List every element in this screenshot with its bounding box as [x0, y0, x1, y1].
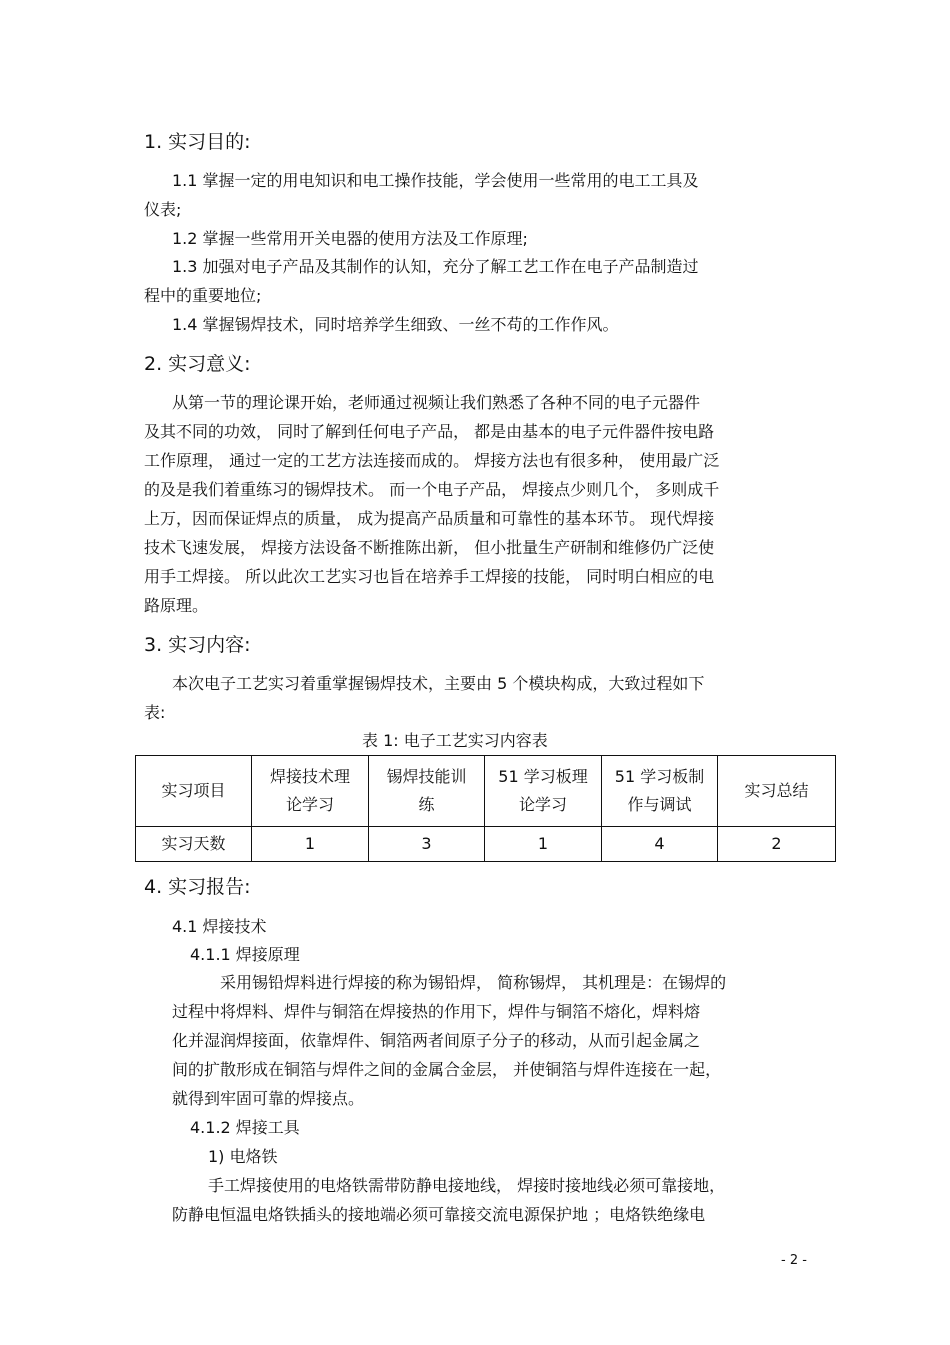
- section-4-heading: 4. 实习报告:: [144, 876, 251, 898]
- subsection-4-1-2: 4.1.2 焊接工具: [190, 1118, 300, 1137]
- table-cell: 3: [369, 827, 485, 862]
- section-2-line-3: 工作原理， 通过一定的工艺方法连接而成的。 焊接方法也有很多种， 使用最广泛: [144, 451, 720, 470]
- list-item-soldering-iron: 1) 电烙铁: [208, 1147, 278, 1166]
- table-caption: 表 1: 电子工艺实习内容表: [362, 731, 548, 750]
- table-cell: 锡焊技能训 练: [369, 756, 485, 827]
- para-4-1-1-line-4: 间的扩散形成在铜箔与焊件之间的金属合金层， 并使铜箔与焊件连接在一起，: [172, 1060, 722, 1079]
- table-cell: 实习项目: [136, 756, 252, 827]
- subsection-4-1: 4.1 焊接技术: [172, 917, 267, 936]
- table-cell: 焊接技术理 论学习: [252, 756, 369, 827]
- section-1-line-4: 1.3 加强对电子产品及其制作的认知，充分了解工艺工作在电子产品制造过: [172, 257, 699, 276]
- table-cell: 实习天数: [136, 827, 252, 862]
- para-4-1-1-line-1: 采用锡铅焊料进行焊接的称为锡铅焊， 简称锡焊， 其机理是：在锡焊的: [220, 973, 727, 992]
- section-2-line-6: 技术飞速发展， 焊接方法设备不断推陈出新， 但小批量生产研制和维修仍广泛使: [144, 538, 715, 557]
- content-table: [135, 755, 836, 862]
- page-number: - 2 -: [781, 1253, 807, 1268]
- section-1-line-1: 1.1 掌握一定的用电知识和电工操作技能，学会使用一些常用的电工工具及: [172, 171, 699, 190]
- section-3-line-2: 表:: [144, 703, 166, 722]
- subsection-4-1-1: 4.1.1 焊接原理: [190, 945, 300, 964]
- table-header-row: [136, 756, 836, 827]
- para-4-1-1-line-2: 过程中将焊料、焊件与铜箔在焊接热的作用下，焊件与铜箔不熔化，焊料熔: [172, 1002, 701, 1021]
- table-cell: 1: [485, 827, 602, 862]
- section-3-heading: 3. 实习内容:: [144, 634, 251, 656]
- table-cell: 51 学习板理 论学习: [485, 756, 602, 827]
- para-4-1-1-line-3: 化并湿润焊接面，依靠焊件、铜箔两者间原子分子的移动，从而引起金属之: [172, 1031, 701, 1050]
- section-2-line-5: 上万，因而保证焊点的质量， 成为提高产品质量和可靠性的基本环节。 现代焊接: [144, 509, 715, 528]
- section-2-line-2: 及其不同的功效， 同时了解到任何电子产品， 都是由基本的电子元件器件按电路: [144, 422, 715, 441]
- section-1-line-5: 程中的重要地位;: [144, 286, 262, 305]
- section-2-heading: 2. 实习意义:: [144, 353, 251, 375]
- para-4-1-1-line-5: 就得到牢固可靠的焊接点。: [172, 1089, 365, 1108]
- table-cell: 51 学习板制 作与调试: [602, 756, 718, 827]
- section-1-line-2: 仪表;: [144, 200, 182, 219]
- table-cell: 2: [718, 827, 836, 862]
- para-4-1-2-line-1: 手工焊接使用的电烙铁需带防静电接地线， 焊接时接地线必须可靠接地，: [208, 1176, 726, 1195]
- table-cell: 1: [252, 827, 369, 862]
- section-3-line-1: 本次电子工艺实习着重掌握锡焊技术，主要由 5 个模块构成，大致过程如下: [172, 674, 705, 693]
- table-cell: 4: [602, 827, 718, 862]
- para-4-1-2-line-2: 防静电恒温电烙铁插头的接地端必须可靠接交流电源保护地 ；电烙铁绝缘电: [172, 1205, 706, 1224]
- section-2-line-1: 从第一节的理论课开始，老师通过视频让我们熟悉了各种不同的电子元器件: [172, 393, 701, 412]
- section-2-line-4: 的及是我们着重练习的锡焊技术。 而一个电子产品， 焊接点少则几个， 多则成千: [144, 480, 720, 499]
- table-cell: 实习总结: [718, 756, 836, 827]
- section-2-line-8: 路原理。: [144, 596, 209, 615]
- section-1-line-6: 1.4 掌握锡焊技术，同时培养学生细致、一丝不苟的工作作风。: [172, 315, 619, 334]
- table-row: [136, 827, 836, 862]
- section-1-heading: 1. 实习目的:: [144, 131, 251, 153]
- section-1-line-3: 1.2 掌握一些常用开关电器的使用方法及工作原理;: [172, 229, 528, 248]
- section-2-line-7: 用手工焊接。 所以此次工艺实习也旨在培养手工焊接的技能， 同时明白相应的电: [144, 567, 715, 586]
